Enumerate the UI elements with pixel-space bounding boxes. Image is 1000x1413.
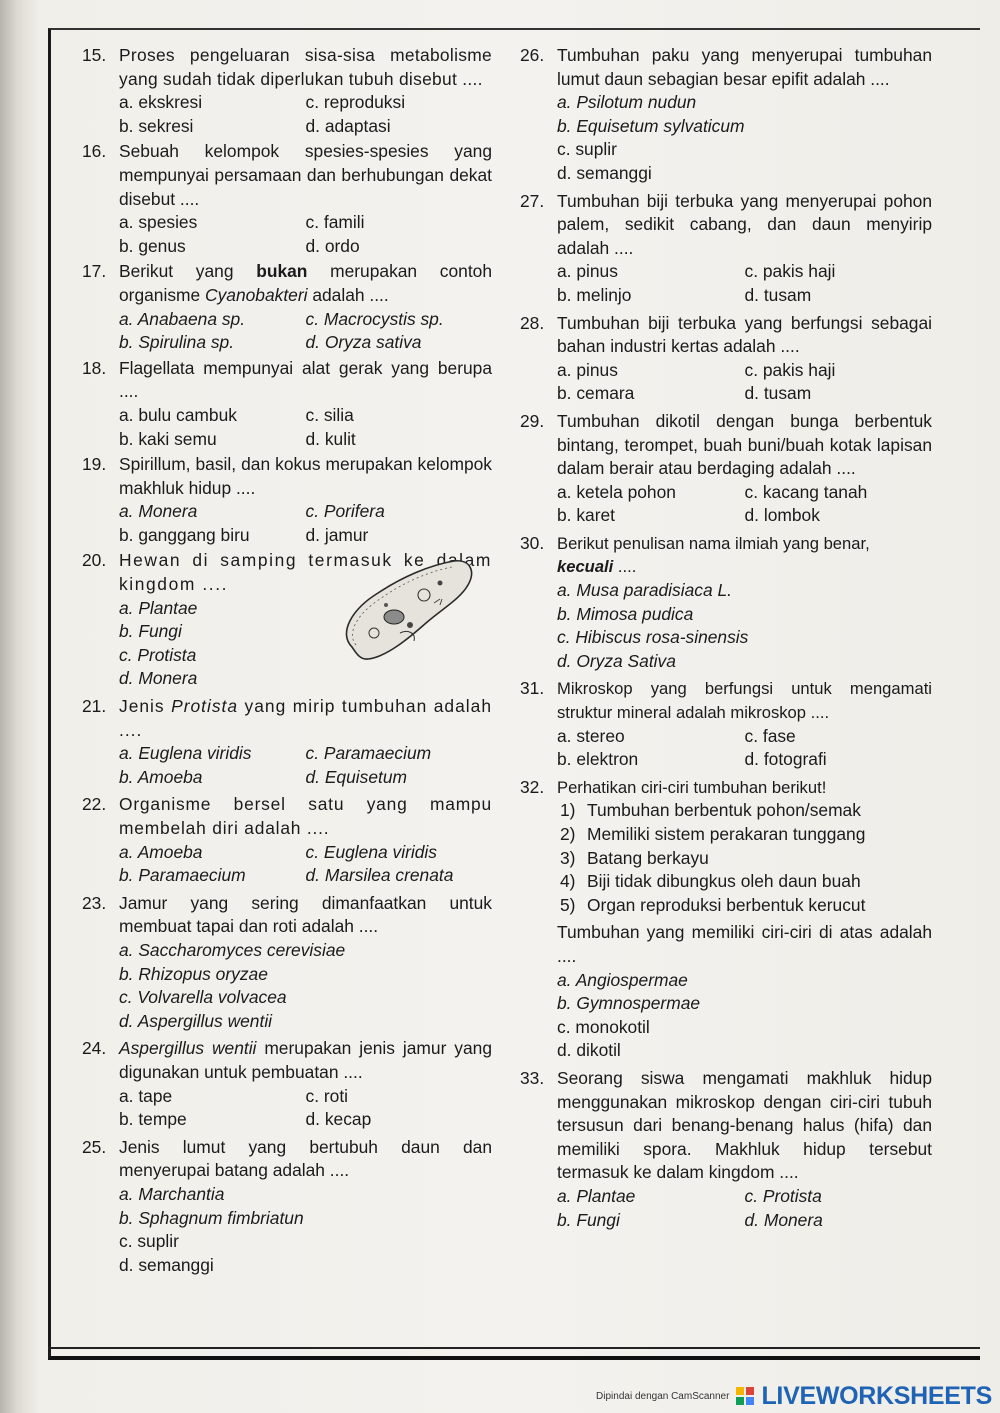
question-28 (520, 312, 932, 406)
option-a[interactable]: a. pinus (557, 359, 618, 380)
option-d[interactable]: d. tusam (744, 383, 812, 404)
option-d[interactable]: d. kecap (305, 1109, 372, 1130)
question-text: Hewan di samping termasuk ke dalam kingdom .... (119, 550, 492, 595)
option-b[interactable]: b. melinjo (557, 284, 632, 305)
option-b[interactable]: b. ganggang biru (119, 524, 250, 545)
option-c[interactable]: c. monokotil (557, 1016, 650, 1037)
liveworksheets-logo-icon (735, 1386, 755, 1406)
option-c[interactable]: c. Euglena viridis (305, 841, 437, 862)
option-b[interactable]: b. Rhizopus oryzae (119, 963, 268, 984)
question-text: Seorang siswa mengamati makhluk hidup menggunakan mikroskop dengan ciri-ciri tubuh tersusun dari benang-benang halus (hifa) dan memiliki spora. Makhluk hidup tersebut termasuk ke dalam kingdom .... (557, 1067, 932, 1183)
option-d[interactable]: d. adaptasi (305, 115, 391, 136)
question-text: Aspergillus wentii merupakan jenis jamur yang digunakan untuk pembuatan .... (119, 1038, 492, 1082)
option-b[interactable]: b. karet (557, 505, 615, 526)
option-d[interactable]: d. tusam (744, 284, 812, 305)
question-29 (520, 410, 932, 528)
question-number: 31. (520, 678, 545, 699)
question-number: 28. (520, 312, 545, 333)
question-text: Jenis Protista yang mirip tumbuhan adalah .... (119, 696, 492, 740)
option-d[interactable]: d. Oryza sativa (305, 332, 422, 353)
option-b[interactable]: b. kaki semu (119, 428, 217, 449)
option-b[interactable]: b. genus (119, 235, 186, 256)
question-number: 24. (82, 1038, 107, 1059)
option-a[interactable]: a. Psilotum nudun (557, 92, 697, 113)
right-column (520, 44, 932, 1234)
question-20 (82, 549, 492, 691)
option-c[interactable]: c. kacang tanah (744, 481, 868, 502)
option-a[interactable]: a. tape (119, 1085, 173, 1106)
option-c[interactable]: c. silia (305, 404, 354, 425)
option-a[interactable]: a. pinus (557, 261, 618, 282)
question-18 (82, 357, 492, 451)
option-b[interactable]: b. Mimosa pudica (557, 603, 694, 624)
option-c[interactable]: c. suplir (119, 1231, 179, 1252)
question-number: 27. (520, 190, 545, 211)
option-d[interactable]: d. Aspergillus wentii (119, 1010, 273, 1031)
paramecium-illustration (330, 553, 480, 673)
question-number: 30. (520, 532, 545, 553)
option-c[interactable]: c. Macrocystis sp. (305, 308, 444, 329)
option-c[interactable]: c. suplir (557, 139, 617, 160)
option-d[interactable]: d. Monera (744, 1209, 823, 1230)
question-31 (520, 677, 932, 771)
list-item: 4) Biji tidak dibungkus oleh daun buah (560, 871, 861, 892)
question-text: Spirillum, basil, dan kokus merupakan kelompok makhluk hidup .... (119, 454, 492, 498)
list-item: 3) Batang berkayu (560, 847, 709, 868)
question-21 (82, 695, 492, 789)
option-d[interactable]: d. lombok (744, 505, 820, 526)
option-c[interactable]: c. Volvarella volvacea (119, 987, 287, 1008)
option-a[interactable]: a. ekskresi (119, 92, 203, 113)
option-d[interactable]: d. Monera (119, 668, 198, 689)
question-number: 19. (82, 454, 107, 475)
characteristics-list (520, 799, 932, 917)
question-number: 18. (82, 357, 107, 378)
option-d[interactable]: d. fotografi (744, 749, 827, 770)
question-17 (82, 260, 492, 354)
option-c[interactable]: c. Hibiscus rosa-sinensis (557, 627, 749, 648)
option-b[interactable]: b. Fungi (557, 1209, 620, 1230)
question-25 (82, 1136, 492, 1278)
option-b[interactable]: b. Paramaecium (119, 865, 246, 886)
option-a[interactable]: a. Plantae (557, 1185, 636, 1206)
list-item: 1) Tumbuhan berbentuk pohon/semak (560, 800, 861, 821)
option-d[interactable]: d. semanggi (557, 162, 652, 183)
question-text: Flagellata mempunyai alat gerak yang berupa .... (119, 357, 492, 402)
list-item: 5) Organ reproduksi berbentuk kerucut (560, 894, 866, 915)
question-23 (82, 892, 492, 1034)
question-19 (82, 453, 492, 547)
question-number: 20. (82, 550, 107, 571)
option-b[interactable]: b. Sphagnum fimbriatun (119, 1207, 304, 1228)
question-number: 32. (520, 776, 545, 797)
option-a[interactable]: a. Monera (119, 501, 198, 522)
option-a[interactable]: a. Saccharomyces cerevisiae (119, 939, 346, 960)
option-c[interactable]: c. Protista (744, 1185, 822, 1206)
question-15 (82, 44, 492, 138)
option-a[interactable]: a. bulu cambuk (119, 404, 237, 425)
option-c[interactable]: c. Porifera (305, 501, 385, 522)
option-b[interactable]: b. Gymnospermae (557, 993, 701, 1014)
question-33 (520, 1067, 932, 1232)
option-a[interactable]: a. Marchantia (119, 1183, 225, 1204)
question-followup: Tumbuhan yang memiliki ciri-ciri di atas adalah .... (557, 922, 932, 966)
question-text: Perhatikan ciri-ciri tumbuhan berikut! (557, 777, 827, 797)
question-number: 22. (82, 794, 107, 815)
option-c[interactable]: c. reproduksi (305, 92, 406, 113)
question-text: Tumbuhan biji terbuka yang berfungsi sebagai bahan industri kertas adalah .... (557, 312, 932, 357)
option-d[interactable]: d. dikotil (557, 1040, 621, 1061)
option-b[interactable]: b. cemara (557, 383, 635, 404)
question-number: 23. (82, 892, 107, 913)
option-c[interactable]: c. fase (744, 725, 796, 746)
option-a[interactable]: a. Euglena viridis (119, 743, 252, 764)
question-24 (82, 1037, 492, 1131)
option-c[interactable]: c. Paramaecium (305, 743, 432, 764)
option-c[interactable]: c. Protista (119, 644, 197, 665)
option-d[interactable]: d. Oryza Sativa (557, 650, 676, 671)
question-text: Proses pengeluaran sisa-sisa metabolisme yang sudah tidak diperlukan tubuh disebut .... (119, 45, 492, 89)
left-column (82, 44, 492, 1279)
question-text: Tumbuhan paku yang menyerupai tumbuhan lumut daun sebagian besar epifit adalah .... (557, 45, 932, 89)
question-number: 15. (82, 45, 107, 65)
option-b[interactable]: b. Amoeba (119, 766, 203, 787)
footer (596, 1381, 992, 1411)
scan-watermark: Dipindai dengan CamScanner (596, 1390, 730, 1402)
question-27 (520, 190, 932, 308)
question-text: Tumbuhan biji terbuka yang menyerupai pohon palem, sedikit cabang, dan daun menyirip adalah .... (557, 190, 932, 258)
question-32 (520, 776, 932, 1063)
option-b[interactable]: b. Fungi (119, 621, 182, 642)
option-b[interactable]: b. tempe (119, 1109, 187, 1130)
option-a[interactable]: a. Anabaena sp. (119, 308, 246, 329)
question-number: 33. (520, 1067, 545, 1088)
option-a[interactable]: a. ketela pohon (557, 481, 676, 502)
liveworksheets-brand[interactable]: LIVEWORKSHEETS (761, 1381, 992, 1410)
option-d[interactable]: d. semanggi (119, 1254, 214, 1275)
option-c[interactable]: c. pakis haji (744, 359, 836, 380)
question-30 (520, 532, 932, 674)
question-number: 17. (82, 261, 107, 282)
option-d[interactable]: d. kulit (305, 428, 356, 449)
question-text: Sebuah kelompok spesies-spesies yang mempunyai persamaan dan berhubungan dekat disebut .... (119, 141, 492, 209)
option-c[interactable]: c. roti (305, 1085, 349, 1106)
option-b[interactable]: b. Spirulina sp. (119, 332, 235, 353)
option-a[interactable]: a. Angiospermae (557, 969, 688, 990)
question-text: Mikroskop yang berfungsi untuk mengamati struktur mineral adalah mikroskop .... (557, 679, 932, 723)
option-d[interactable]: d. Marsilea crenata (305, 865, 454, 886)
question-number: 21. (82, 696, 107, 717)
question-number: 29. (520, 410, 545, 431)
question-text: Tumbuhan dikotil dengan bunga berbentuk bintang, terompet, buah buni/buah kotak lapisan dalam berair atau berdaging adalah .... (557, 410, 932, 479)
question-text: Jamur yang sering dimanfaatkan untuk membuat tapai dan roti adalah .... (119, 892, 492, 937)
question-number: 25. (82, 1136, 107, 1157)
option-b[interactable]: b. sekresi (119, 115, 194, 136)
question-text: Berikut yang bukan merupakan contoh organisme Cyanobakteri adalah .... (119, 261, 492, 305)
question-26 (520, 44, 932, 186)
question-text: Jenis lumut yang bertubuh daun dan menyerupai batang adalah .... (119, 1136, 492, 1181)
option-a[interactable]: a. Musa paradisiaca L. (557, 580, 732, 601)
option-d[interactable]: d. jamur (305, 524, 369, 545)
question-number: 26. (520, 45, 545, 65)
question-16 (82, 140, 492, 258)
question-text: Berikut penulisan nama ilmiah yang benar, kecuali .... (557, 533, 870, 577)
option-b[interactable]: b. elektron (557, 749, 639, 770)
option-a[interactable]: a. Amoeba (119, 841, 203, 862)
option-a[interactable]: a. stereo (557, 725, 625, 746)
list-item: 2) Memiliki sistem perakaran tunggang (560, 824, 866, 844)
option-a[interactable]: a. Plantae (119, 597, 198, 618)
option-d[interactable]: d. ordo (305, 235, 360, 256)
option-c[interactable]: c. pakis haji (744, 261, 836, 282)
question-number: 16. (82, 141, 107, 162)
question-text: Organisme bersel satu yang mampu membelah diri adalah .... (119, 794, 492, 838)
option-c[interactable]: c. famili (305, 212, 365, 233)
option-b[interactable]: b. Equisetum sylvaticum (557, 115, 745, 136)
question-22 (82, 793, 492, 887)
option-d[interactable]: d. Equisetum (305, 766, 407, 787)
option-a[interactable]: a. spesies (119, 212, 198, 233)
